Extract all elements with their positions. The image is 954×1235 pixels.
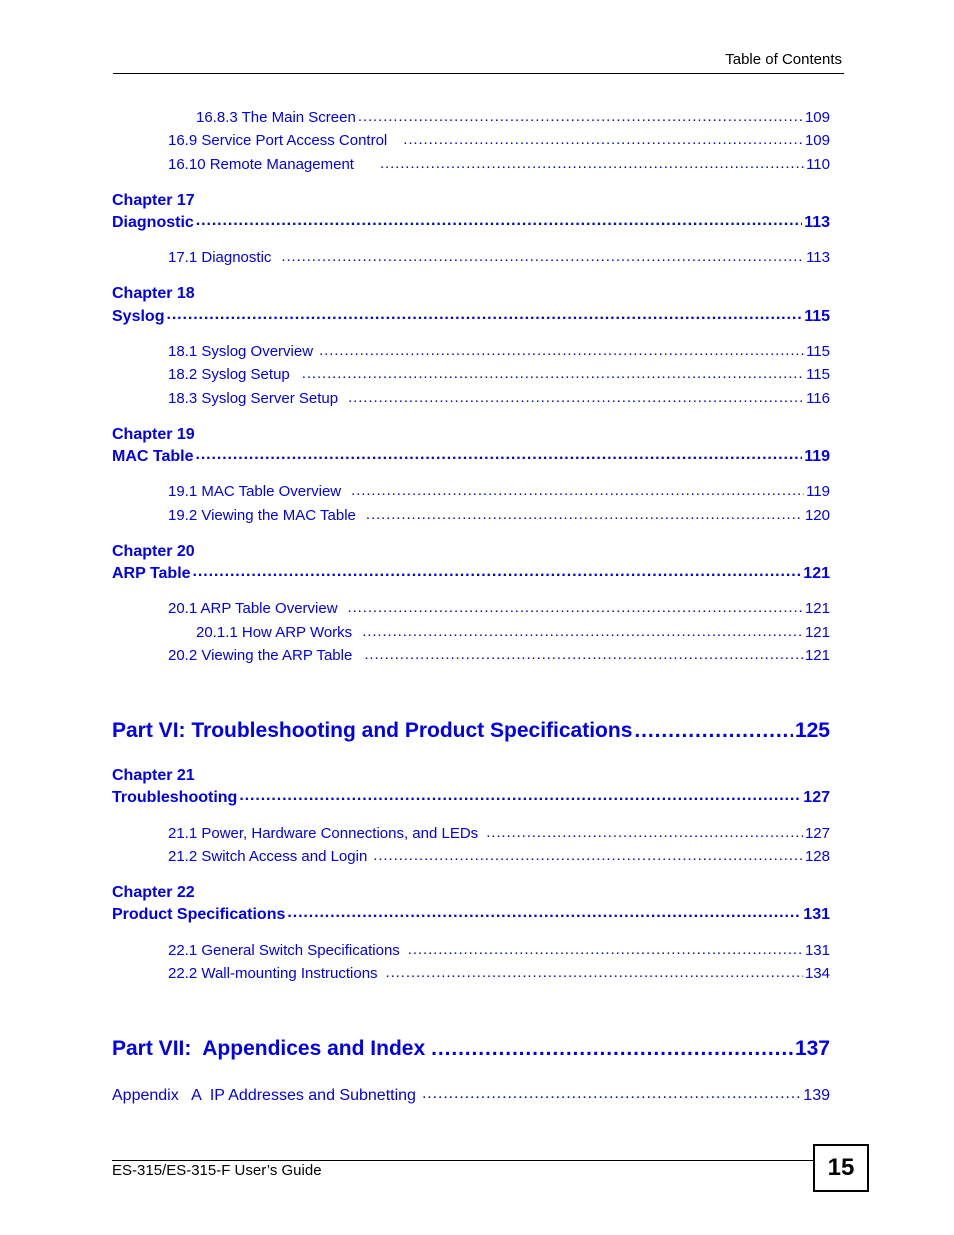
toc-chapter-title: ARP Table xyxy=(112,565,191,582)
toc-entry-22-1[interactable] xyxy=(112,940,830,958)
toc-entry-title: 19.1 MAC Table Overview xyxy=(168,483,342,500)
dot-leader xyxy=(422,1086,801,1102)
toc-chapter-title: Syslog xyxy=(112,308,165,325)
toc-entry-title: 20.2 Viewing the ARP Table xyxy=(168,647,353,664)
toc-entry-20-2[interactable] xyxy=(112,645,830,663)
toc-entry-title: 22.1 General Switch Specifications xyxy=(168,942,400,959)
toc-entry-title: 18.2 Syslog Setup xyxy=(168,366,290,383)
toc-part-7[interactable] xyxy=(112,1034,830,1059)
toc-entry-title: 21.1 Power, Hardware Connections, and LEDs xyxy=(168,825,479,842)
toc-entry-title: 19.2 Viewing the MAC Table xyxy=(168,507,356,524)
chapter-label-20: Chapter 20 xyxy=(112,543,195,560)
toc-part-page: 137 xyxy=(794,1037,830,1060)
toc-entry-18-2[interactable] xyxy=(112,364,830,382)
toc-entry-20-1-1[interactable] xyxy=(112,622,830,640)
toc-entry-page: 127 xyxy=(804,825,830,842)
dot-leader xyxy=(166,307,802,323)
chapter-label-18: Chapter 18 xyxy=(112,285,195,302)
page-number-box xyxy=(813,1144,869,1192)
toc-chapter-17[interactable] xyxy=(112,211,830,230)
dot-leader xyxy=(364,647,803,662)
toc-chapter-20[interactable] xyxy=(112,562,830,581)
dot-leader xyxy=(193,564,802,580)
dot-leader xyxy=(351,483,804,498)
toc-chapter-page: 131 xyxy=(803,906,830,923)
toc-entry-page: 115 xyxy=(806,366,830,383)
page-number: 15 xyxy=(827,1154,855,1181)
toc-part-title: Part VII: Appendices and Index xyxy=(112,1037,426,1060)
toc-appendix-title: Appendix A IP Addresses and Subnetting xyxy=(112,1087,416,1104)
toc-chapter-title: Product Specifications xyxy=(112,906,286,923)
toc-part-page: 125 xyxy=(794,719,830,742)
toc-appendix-a[interactable] xyxy=(112,1084,830,1103)
chapter-label-19: Chapter 19 xyxy=(112,426,195,443)
toc-entry-page: 119 xyxy=(806,483,830,500)
toc-entry-title: 22.2 Wall-mounting Instructions xyxy=(168,965,378,982)
toc-entry-22-2[interactable] xyxy=(112,963,830,981)
dot-leader xyxy=(281,249,804,264)
toc-entry-page: 121 xyxy=(804,647,830,664)
toc-entry-page: 113 xyxy=(806,249,830,266)
toc-entry-title: 16.8.3 The Main Screen xyxy=(196,109,356,126)
toc-entry-page: 120 xyxy=(804,507,830,524)
toc-entry-page: 110 xyxy=(806,156,830,173)
toc-appendix-page: 139 xyxy=(803,1087,830,1104)
toc-chapter-page: 113 xyxy=(804,214,830,231)
dot-leader xyxy=(358,109,803,124)
toc-chapter-title: Diagnostic xyxy=(112,214,194,231)
toc-chapter-19[interactable] xyxy=(112,445,830,464)
chapter-label-17: Chapter 17 xyxy=(112,192,195,209)
toc-entry-16-9[interactable] xyxy=(112,130,830,148)
toc-entry-19-2[interactable] xyxy=(112,505,830,523)
table-of-contents xyxy=(112,0,830,1235)
toc-entry-16-10[interactable] xyxy=(112,154,830,172)
toc-entry-19-1[interactable] xyxy=(112,481,830,499)
toc-entry-18-1[interactable] xyxy=(112,341,830,359)
toc-entry-page: 109 xyxy=(804,132,830,149)
toc-entry-page: 134 xyxy=(804,965,830,982)
dot-leader xyxy=(386,965,803,980)
dot-leader xyxy=(239,788,801,804)
dot-leader xyxy=(373,848,803,863)
dot-leader xyxy=(486,825,803,840)
dot-leader xyxy=(403,132,803,147)
dot-leader xyxy=(348,600,803,615)
footer-rule xyxy=(112,1160,814,1161)
dot-leader xyxy=(302,366,804,381)
toc-entry-21-2[interactable] xyxy=(112,846,830,864)
toc-chapter-title: Troubleshooting xyxy=(112,789,238,806)
toc-entry-20-1[interactable] xyxy=(112,598,830,616)
dot-leader xyxy=(362,624,803,639)
chapter-label-22: Chapter 22 xyxy=(112,884,195,901)
toc-entry-title: 17.1 Diagnostic xyxy=(168,249,272,266)
toc-entry-page: 131 xyxy=(804,942,830,959)
toc-entry-title: 21.2 Switch Access and Login xyxy=(168,848,368,865)
dot-leader xyxy=(380,156,804,171)
dot-leader xyxy=(195,447,802,463)
toc-chapter-page: 119 xyxy=(804,448,830,465)
toc-entry-title: 16.10 Remote Management xyxy=(168,156,354,173)
dot-leader xyxy=(431,1038,793,1059)
dot-leader xyxy=(408,942,803,957)
toc-entry-title: 20.1.1 How ARP Works xyxy=(196,624,353,641)
toc-part-6[interactable] xyxy=(112,716,830,741)
toc-entry-title: 20.1 ARP Table Overview xyxy=(168,600,338,617)
chapter-label-21: Chapter 21 xyxy=(112,767,195,784)
toc-chapter-title: MAC Table xyxy=(112,448,194,465)
toc-chapter-page: 115 xyxy=(804,308,830,325)
dot-leader xyxy=(348,390,804,405)
toc-entry-title: 16.9 Service Port Access Control xyxy=(168,132,388,149)
toc-chapter-22[interactable] xyxy=(112,903,830,922)
toc-chapter-page: 127 xyxy=(803,789,830,806)
toc-entry-page: 128 xyxy=(804,848,830,865)
running-header-title: Table of Contents xyxy=(725,51,842,68)
toc-entry-17-1[interactable] xyxy=(112,247,830,265)
toc-chapter-18[interactable] xyxy=(112,305,830,324)
toc-entry-16-8-3[interactable] xyxy=(112,107,830,125)
toc-entry-page: 116 xyxy=(806,390,830,407)
toc-chapter-21[interactable] xyxy=(112,786,830,805)
toc-entry-page: 115 xyxy=(806,343,830,360)
toc-entry-title: 18.3 Syslog Server Setup xyxy=(168,390,339,407)
toc-entry-page: 109 xyxy=(804,109,830,126)
toc-entry-21-1[interactable] xyxy=(112,823,830,841)
dot-leader xyxy=(287,905,801,921)
toc-entry-page: 121 xyxy=(804,624,830,641)
dot-leader xyxy=(319,343,804,358)
toc-part-title: Part VI: Troubleshooting and Product Specifications xyxy=(112,719,633,742)
footer-guide-title: ES-315/ES-315-F User’s Guide xyxy=(112,1162,322,1179)
toc-entry-page: 121 xyxy=(804,600,830,617)
toc-entry-title: 18.1 Syslog Overview xyxy=(168,343,314,360)
dot-leader xyxy=(366,507,803,522)
toc-entry-18-3[interactable] xyxy=(112,388,830,406)
dot-leader xyxy=(196,213,802,229)
dot-leader xyxy=(634,720,793,741)
toc-chapter-page: 121 xyxy=(803,565,830,582)
